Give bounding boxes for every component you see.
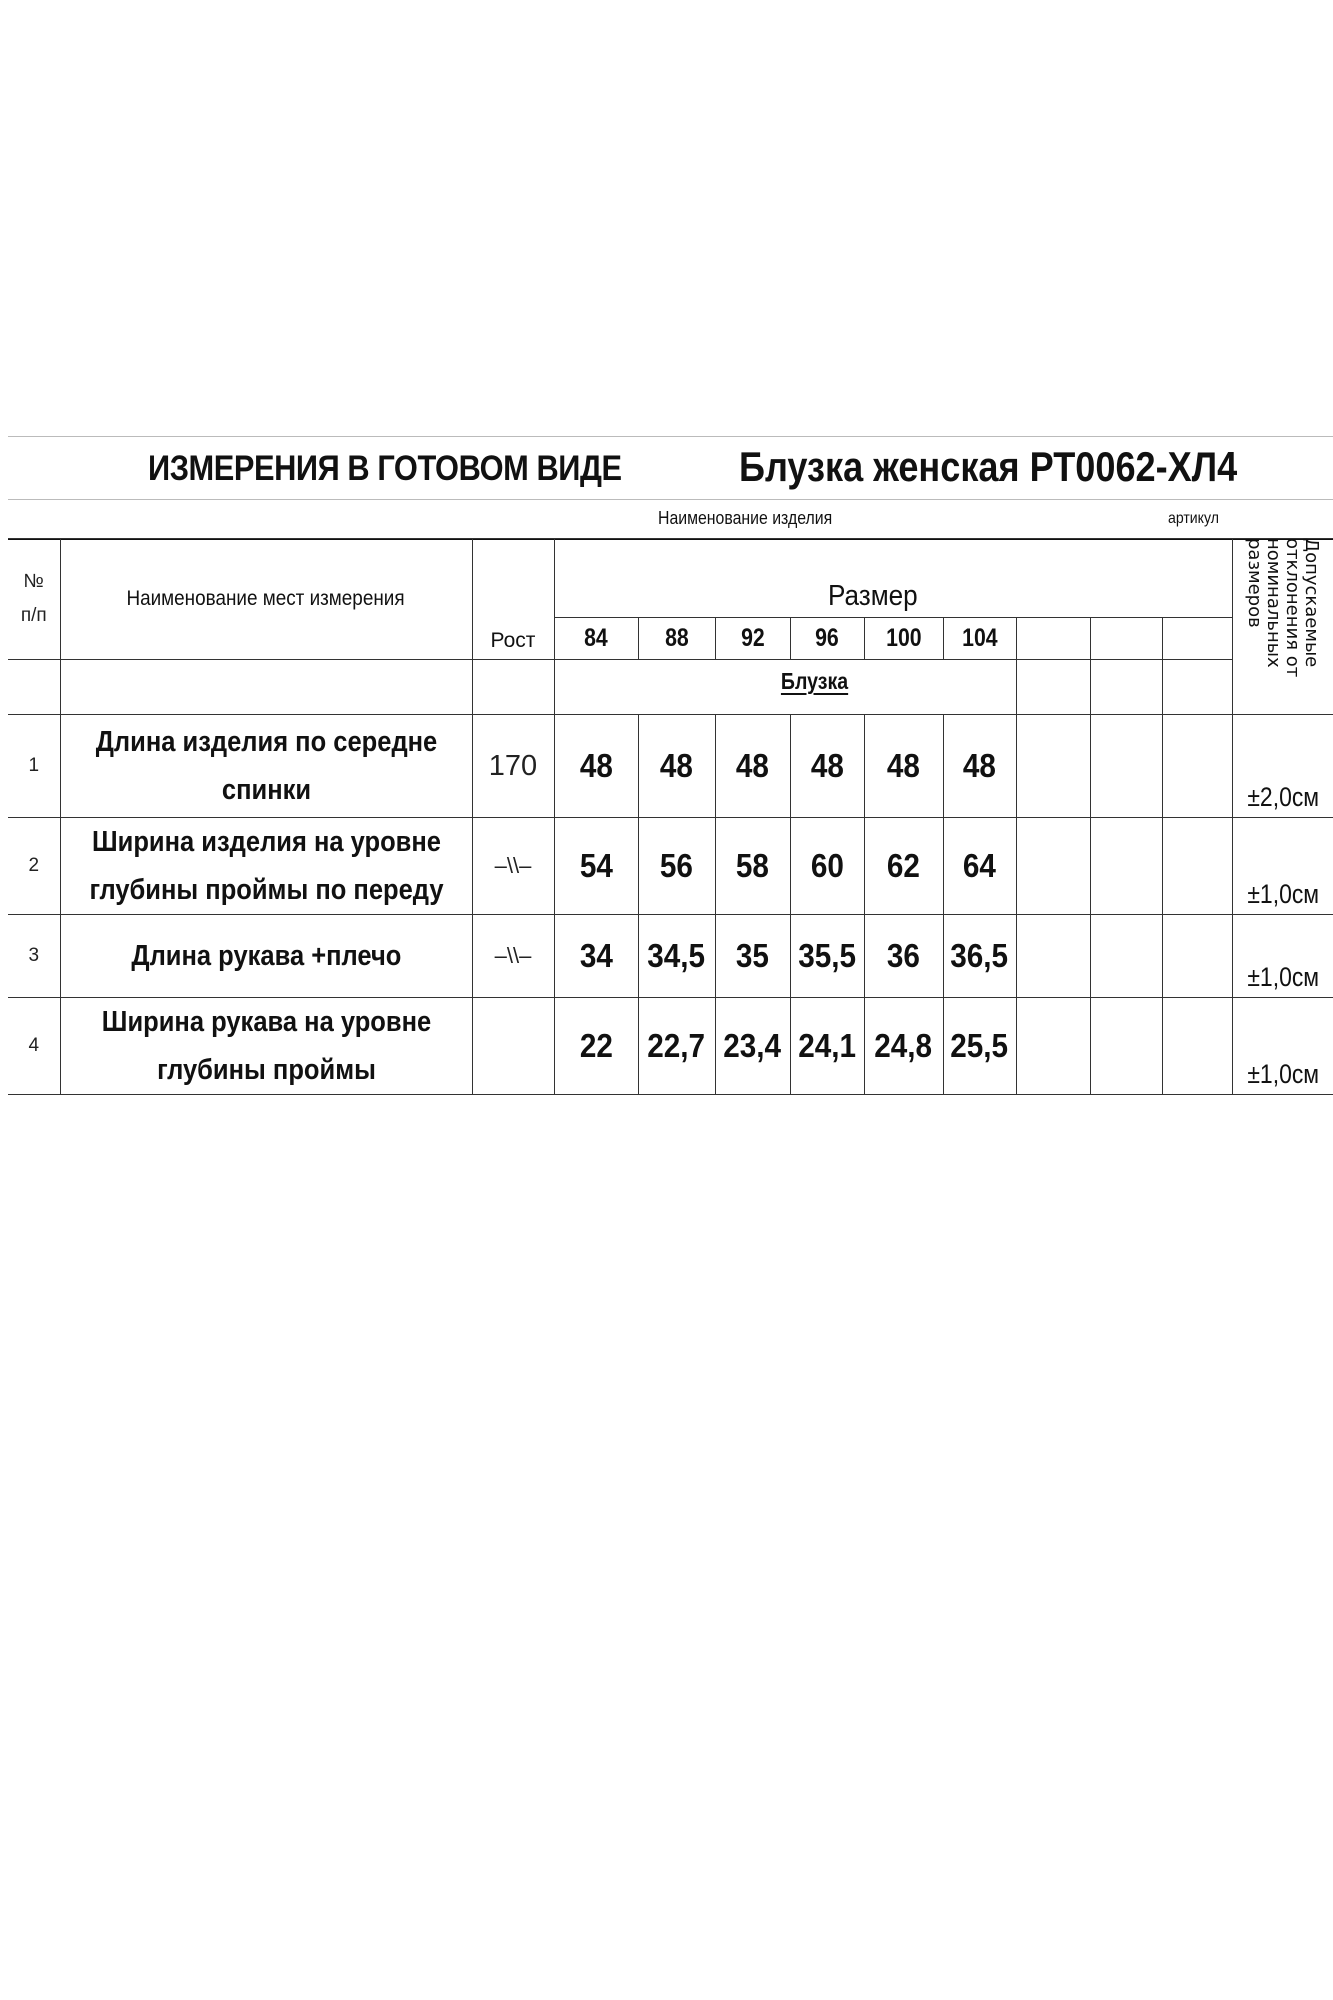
value-cell: 25,5 [943,998,1016,1095]
height-value: 170 [472,715,554,818]
value-cell: 22 [554,998,638,1095]
value-cell: 54 [554,818,638,915]
tolerance-value: ±1,0см [1232,818,1333,915]
tolerance-header: Допускаемые отклонения от номинальных размеров [1243,537,1322,677]
row-number: 1 [8,715,60,818]
empty-size-cell [1016,618,1090,659]
number-header: № п/п [20,570,47,626]
measurements-title: ИЗМЕРЕНИЯ В ГОТОВОМ ВИДЕ [148,449,622,488]
tolerance-value: ±1,0см [1232,998,1333,1095]
size-92: 92 [715,618,790,659]
measure-name: Ширина рукава на уровне глубины проймы [60,998,472,1095]
value-cell: 48 [554,715,638,818]
empty-cell [60,659,472,714]
item-row [8,659,1333,714]
value-cell: 48 [790,715,864,818]
value-cell: 35 [715,915,790,998]
table-row [8,915,1333,998]
empty-cell [1016,659,1090,714]
size-88: 88 [638,618,715,659]
empty-cell [1162,998,1232,1095]
value-cell: 34,5 [638,915,715,998]
empty-size-cell [1162,618,1232,659]
size-104: 104 [943,618,1016,659]
value-cell: 56 [638,818,715,915]
tolerance-header-cell [1232,539,1333,715]
value-cell: 24,8 [864,998,943,1095]
measure-name: Ширина изделия на уровне глубины проймы по переду [60,818,472,915]
value-cell: 48 [943,715,1016,818]
value-cell: 36 [864,915,943,998]
empty-cell [8,659,60,714]
empty-cell [1162,659,1232,714]
height-header-cell [472,539,554,660]
empty-cell [1090,715,1162,818]
table-row [8,998,1333,1095]
value-cell: 48 [864,715,943,818]
measure-name-header: Наименование мест измерения [126,586,406,610]
value-cell: 23,4 [715,998,790,1095]
value-cell: 48 [715,715,790,818]
product-name-caption: Наименование изделия [658,508,833,528]
value-cell: 24,1 [790,998,864,1095]
value-cell: 62 [864,818,943,915]
height-value [472,998,554,1095]
empty-cell [1090,998,1162,1095]
table-row [8,715,1333,818]
empty-cell [1016,818,1090,915]
empty-cell [1090,659,1162,714]
measure-name-header-cell [60,539,472,660]
empty-cell [1016,715,1090,818]
row-number: 2 [8,818,60,915]
size-group-cell [554,539,1232,618]
number-header-cell [8,539,60,660]
table-row [8,818,1333,915]
empty-size-cell [1090,618,1162,659]
tolerance-value: ±1,0см [1232,915,1333,998]
value-cell: 34 [554,915,638,998]
height-value: –\\– [472,915,554,998]
value-cell: 58 [715,818,790,915]
empty-cell [1162,715,1232,818]
value-cell: 22,7 [638,998,715,1095]
size-group-label: Размер [828,580,918,613]
row-number: 3 [8,915,60,998]
value-cell: 48 [638,715,715,818]
height-value: –\\– [472,818,554,915]
caption-row [8,498,1333,540]
empty-cell [1162,915,1232,998]
empty-cell [1090,818,1162,915]
item-label: Блузка [781,667,849,694]
product-title: Блузка женская РТ0062-ХЛ4 [739,443,1238,490]
tolerance-value: ±2,0см [1232,715,1333,818]
empty-cell [1090,915,1162,998]
size-96: 96 [790,618,864,659]
table-header-row [8,539,1333,618]
size-100: 100 [864,618,943,659]
value-cell: 36,5 [943,915,1016,998]
title-row [8,436,1333,500]
size-chart-sheet [8,436,1333,1091]
value-cell: 64 [943,818,1016,915]
empty-cell [1016,998,1090,1095]
row-number: 4 [8,998,60,1095]
empty-cell [1016,915,1090,998]
item-label-cell [554,659,1016,714]
size-84: 84 [554,618,638,659]
height-header: Рост [490,628,536,652]
measure-name: Длина изделия по середне спинки [60,715,472,818]
value-cell: 60 [790,818,864,915]
measure-name: Длина рукава +плечо [60,915,472,998]
measurements-table [8,538,1333,1095]
value-cell: 35,5 [790,915,864,998]
empty-cell [1162,818,1232,915]
empty-cell [472,659,554,714]
article-caption: артикул [1168,510,1219,527]
